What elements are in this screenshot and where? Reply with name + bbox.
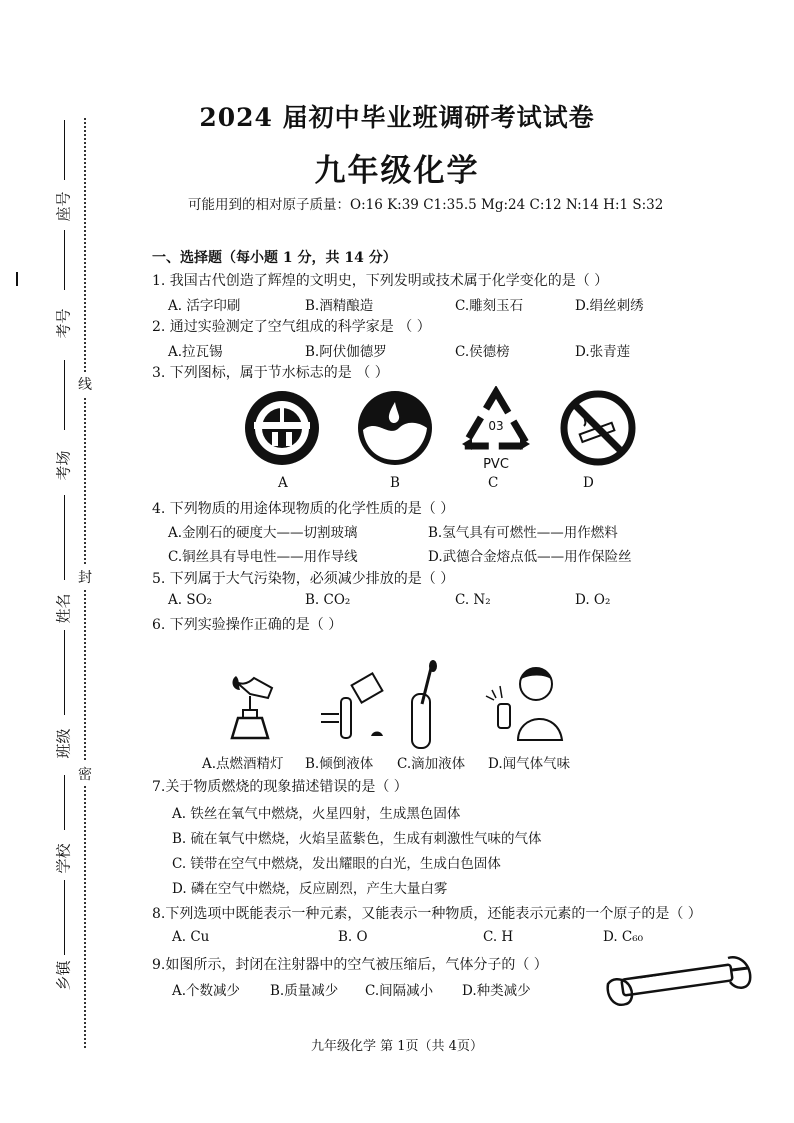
question-7: 7.关于物质燃烧的现象描述错误的是（ ）	[152, 779, 408, 795]
q1-option-d: D.绢丝刺绣	[575, 298, 644, 314]
section-heading: 一、选择题（每小题 1 分，共 14 分）	[152, 250, 397, 266]
sign-a-icon	[242, 388, 322, 468]
field-label-name: 姓名	[54, 593, 73, 624]
margin-tick	[16, 272, 18, 286]
q5-option-d: D. O₂	[575, 592, 611, 608]
alcohol-lamp-lighting-icon	[210, 668, 290, 748]
q9-option-a: A.个数减少	[172, 983, 241, 999]
q6-option-a: A.点燃酒精灯	[202, 756, 284, 772]
q5-option-c: C. N₂	[455, 592, 491, 608]
field-label-room: 考场	[54, 450, 73, 481]
exam-subject: 九年级化学	[314, 153, 480, 189]
q3-label-c: C	[488, 475, 499, 491]
q2-option-d: D.张青莲	[575, 344, 631, 360]
q9-option-d: D.种类减少	[462, 983, 531, 999]
q7-option-b: B. 硫在氧气中燃烧，火焰呈蓝紫色，生成有刺激性气味的气体	[172, 831, 542, 847]
q9-option-b: B.质量减少	[270, 983, 339, 999]
q6-option-b: B.倾倒液体	[305, 756, 374, 772]
q4-option-a: A.金刚石的硬度大——切割玻璃	[168, 525, 358, 541]
q9-option-c: C.间隔减小	[365, 983, 434, 999]
q4-option-b: B.氢气具有可燃性——用作燃料	[428, 525, 618, 541]
sign-b-water-drop-icon	[355, 388, 435, 468]
blank-line-school	[64, 775, 65, 830]
question-9: 9.如图所示，封闭在注射器中的空气被压缩后，气体分子的（ ）	[152, 957, 548, 973]
field-label-class: 班级	[54, 728, 73, 759]
sign-c-pvc-label: PVC	[483, 457, 509, 472]
q7-option-d: D. 磷在空气中燃烧，反应剧烈，产生大量白雾	[172, 881, 448, 897]
question-4: 4. 下列物质的用途体现物质的化学性质的是（ ）	[152, 501, 455, 517]
q3-label-d: D	[583, 475, 594, 491]
q3-label-a: A	[278, 475, 288, 491]
blank-line-class	[64, 630, 65, 715]
sign-c-recycle-icon	[458, 386, 534, 472]
q4-option-d: D.武德合金熔点低——用作保险丝	[428, 549, 632, 565]
q7-option-a: A. 铁丝在氧气中燃烧，火星四射，生成黑色固体	[172, 806, 461, 822]
atomic-mass-line: 可能用到的相对原子质量：O:16 K:39 C1:35.5 Mg:24 C:12 N:14 H:1 S:32	[188, 197, 664, 213]
q4-option-c: C.铜丝具有导电性——用作导线	[168, 549, 358, 565]
pour-liquid-icon	[315, 668, 395, 748]
sign-c-code: 03	[488, 419, 504, 433]
question-3: 3. 下列图标，属于节水标志的是 （ ）	[152, 365, 389, 381]
question-5: 5. 下列属于大气污染物，必须减少排放的是（ ）	[152, 571, 455, 587]
q2-option-c: C.侯德榜	[455, 344, 510, 360]
dropper-icon	[402, 660, 452, 750]
q8-option-d: D. C₆₀	[603, 929, 644, 945]
q2-option-b: B.阿伏伽德罗	[305, 344, 387, 360]
q3-label-b: B	[390, 475, 400, 491]
q1-option-a: A. 活字印刷	[168, 298, 241, 314]
syringe-compression-icon	[600, 944, 755, 1014]
blank-line-town	[64, 880, 65, 955]
q1-option-b: B.酒精酿造	[305, 298, 374, 314]
smell-gas-person-icon	[478, 660, 578, 750]
q8-option-c: C. H	[483, 929, 514, 945]
q8-option-a: A. Cu	[172, 929, 210, 945]
q6-option-c: C.滴加液体	[397, 756, 466, 772]
seal-char-xian: 线	[78, 372, 92, 396]
q2-option-a: A.拉瓦锡	[168, 344, 223, 360]
question-8: 8.下列选项中既能表示一种元素，又能表示一种物质，还能表示元素的一个原子的是（ ）	[152, 906, 702, 922]
question-1: 1. 我国古代创造了辉煌的文明史，下列发明或技术属于化学变化的是（ ）	[152, 273, 609, 289]
exam-title: 2024 届初中毕业班调研考试试卷	[199, 103, 595, 132]
field-label-school: 学校	[54, 843, 73, 874]
q6-option-d: D.闻气体气味	[488, 756, 571, 772]
seal-char-mi: 密	[78, 762, 92, 786]
question-2: 2. 通过实验测定了空气组成的科学家是 （ ）	[152, 319, 431, 335]
q1-option-c: C.雕刻玉石	[455, 298, 524, 314]
field-label-seat: 座号	[54, 191, 73, 222]
q7-option-c: C. 镁带在空气中燃烧，发出耀眼的白光，生成白色固体	[172, 856, 501, 872]
question-6: 6. 下列实验操作正确的是（ ）	[152, 617, 343, 633]
field-label-exam-no: 考号	[54, 308, 73, 339]
seal-char-feng: 封	[78, 565, 92, 589]
sign-d-no-smoking-icon	[558, 388, 638, 468]
q8-option-b: B. O	[338, 929, 368, 945]
field-label-town: 乡镇	[54, 960, 73, 991]
q5-option-b: B. CO₂	[305, 592, 351, 608]
blank-line-name	[64, 495, 65, 580]
blank-line-room	[64, 360, 65, 430]
blank-line-exam-no	[64, 230, 65, 290]
page-footer: 九年级化学 第 1页（共 4页）	[311, 1039, 483, 1054]
q5-option-a: A. SO₂	[168, 592, 213, 608]
